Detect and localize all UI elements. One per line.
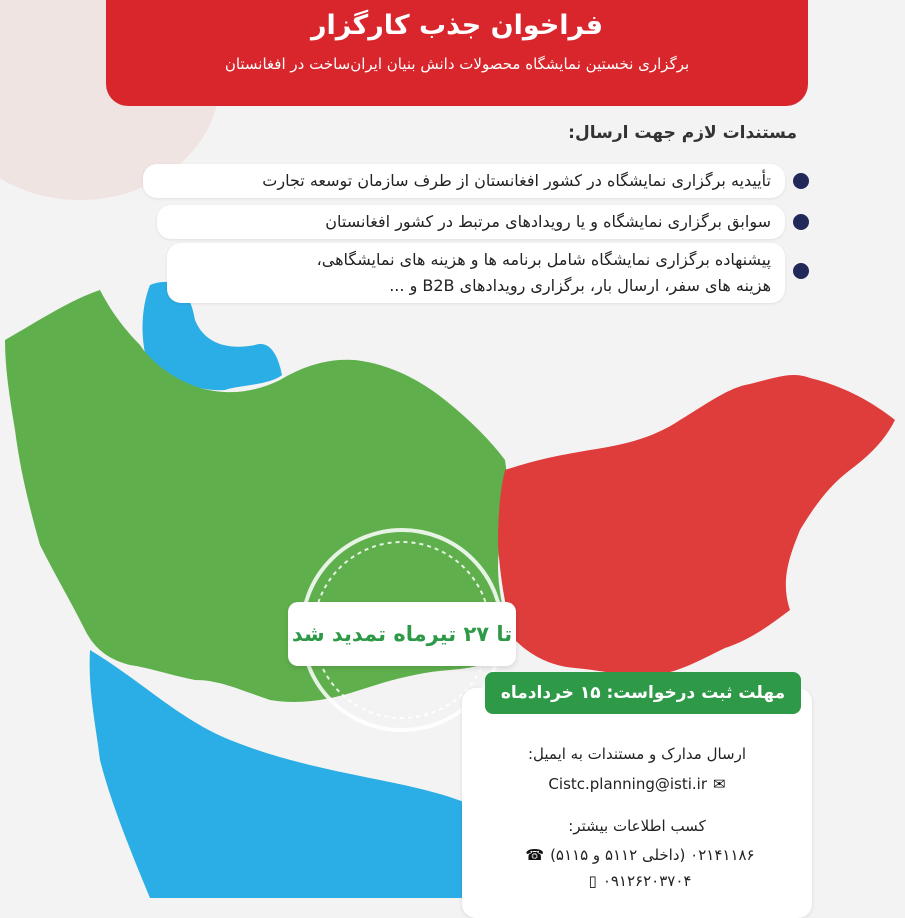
extension-badge: تا ۲۷ تیرماه تمدید شد — [288, 602, 516, 666]
mobile-number[interactable]: ۰۹۱۲۶۲۰۳۷۰۴ — [602, 872, 692, 890]
header-title: فراخوان جذب کارگزار — [310, 10, 604, 41]
bullet-dot — [793, 173, 809, 189]
document-item-text: تأییدیه برگزاری نمایشگاه در کشور افغانستان از طرف سازمان توسعه تجارت — [262, 171, 771, 190]
document-item-text: سوابق برگزاری نمایشگاه و یا رویدادهای مرتبط در کشور افغانستان — [325, 212, 771, 231]
bullet-dot — [793, 214, 809, 230]
header-banner — [106, 0, 808, 106]
mail-icon: ✉ — [713, 775, 726, 793]
email-address[interactable]: Cistc.planning@isti.ir — [548, 775, 707, 793]
document-item-2 — [157, 205, 785, 239]
phone-icon: ☎ — [525, 846, 545, 864]
email-row[interactable] — [462, 775, 812, 793]
bullet-dot — [793, 263, 809, 279]
mobile-icon: ▯ — [588, 872, 597, 890]
document-item-text-line-1: پیشنهاده برگزاری نمایشگاه شامل برنامه ها و هزینه های نمایشگاهی، — [316, 250, 771, 269]
header-subtitle: برگزاری نخستین نمایشگاه محصولات دانش بنیان ایران‌ساخت در افغانستان — [224, 55, 690, 73]
document-item-1 — [143, 164, 785, 198]
deadline-banner: مهلت ثبت درخواست: ۱۵ خردادماه — [485, 672, 801, 714]
phone-number[interactable]: ۰۲۱۴۱۱۸۶ (داخلی ۵۱۱۲ و ۵۱۱۵) — [550, 846, 755, 864]
phone-row[interactable] — [462, 846, 812, 864]
send-label: ارسال مدارک و مستندات به ایمیل: — [527, 745, 747, 763]
documents-title: مستندات لازم جهت ارسال: — [568, 123, 797, 143]
document-item-3 — [167, 243, 785, 303]
document-item-text-line-2: هزینه های سفر، ارسال بار، برگزاری رویدادهای B2B و ... — [389, 276, 771, 295]
mobile-row[interactable] — [462, 872, 812, 890]
more-info-label: کسب اطلاعات بیشتر: — [568, 817, 706, 835]
afghanistan-shape — [498, 375, 895, 676]
